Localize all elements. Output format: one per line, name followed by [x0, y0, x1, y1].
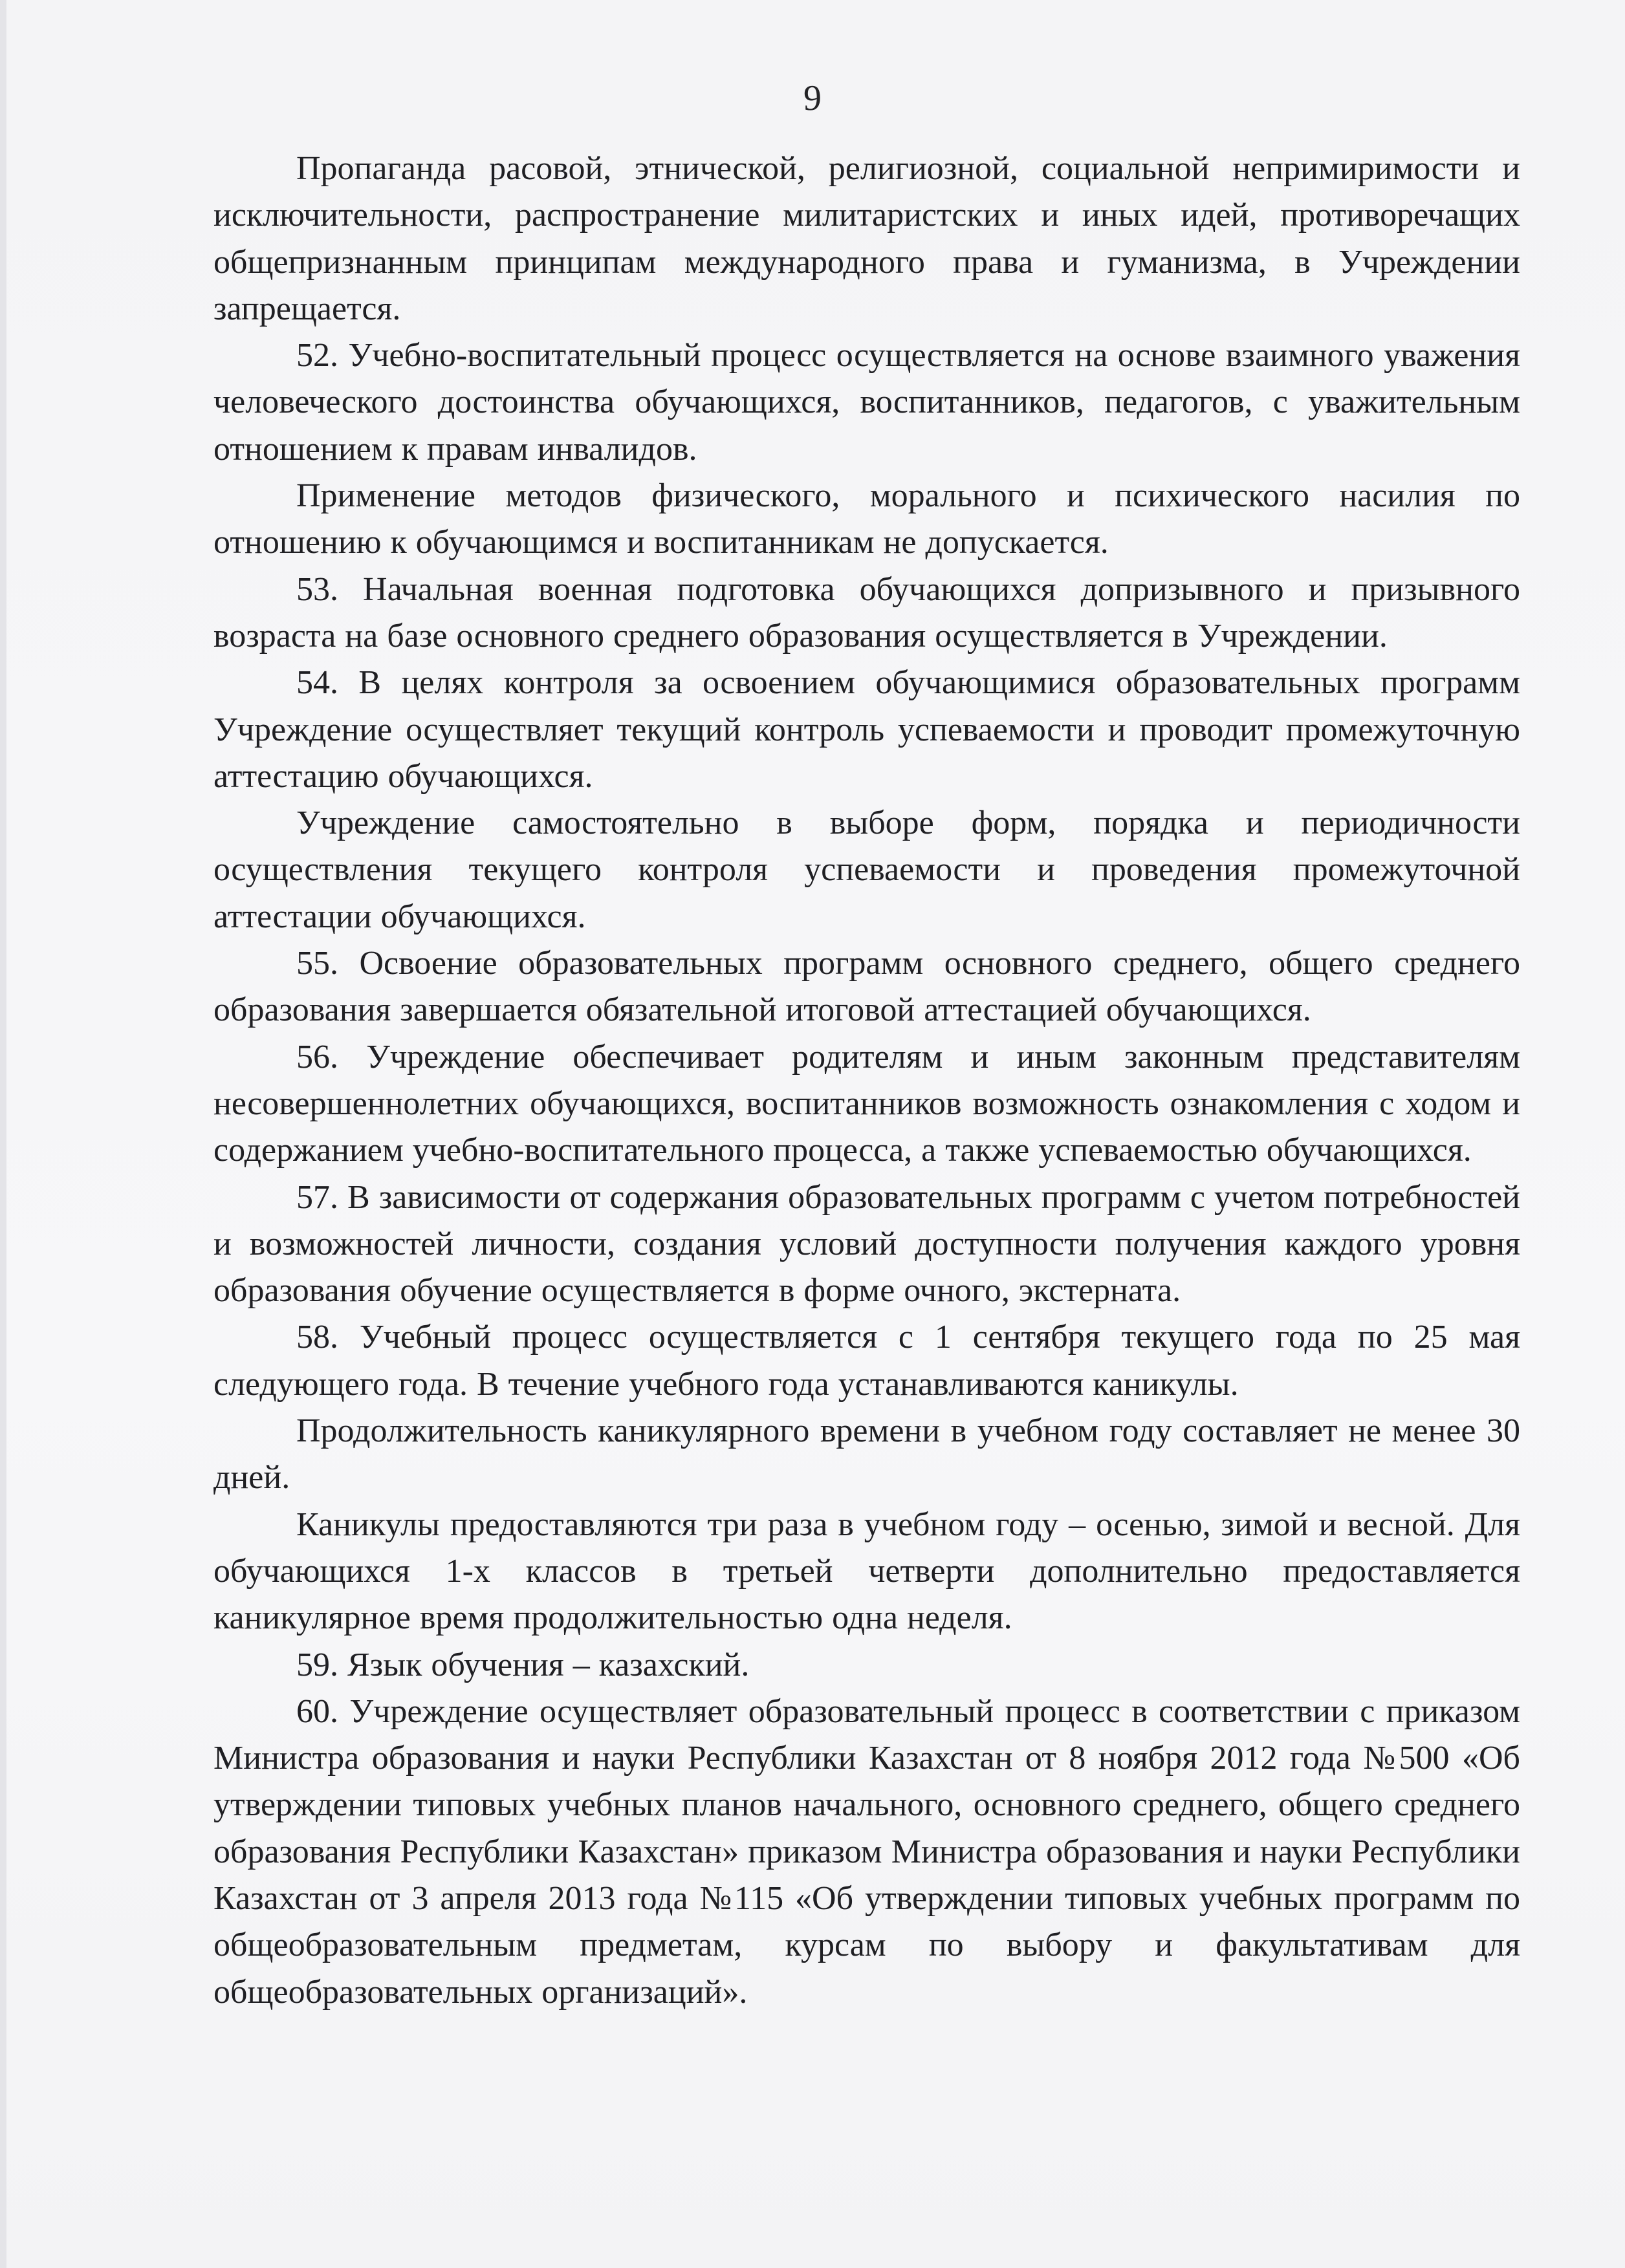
page-number: 9 [803, 78, 822, 118]
paragraph-57: 57. В зависимости от содержания образовательных программ с учетом потребностей и возможностей личности, создания условий доступности получения каждого уровня образования обучение осуществляется в форме очного, экстерната. [213, 1178, 1520, 1310]
paragraph-holiday-duration: Продолжительность каникулярного времени в учебном году составляет не менее 30 дней. [213, 1412, 1520, 1496]
paragraph-56: 56. Учреждение обеспечивает родителям и иным законным представителям несовершеннолетних обучающихся, воспитанников возможность ознакомления с ходом и содержанием учебно-воспитательного процесса, а также успеваемостью обучающихся. [213, 1038, 1520, 1169]
paragraph-55: 55. Освоение образовательных программ основного среднего, общего среднего образования завершается обязательной итоговой аттестацией обучающихся. [213, 945, 1520, 1029]
paragraph-propaganda: Пропаганда расовой, этнической, религиозной, социальной непримиримости и исключительности, распространение милитаристских и иных идей, противоречащих общепризнанным принципам международного права и гуманизма, в Учреждении запрещается. [213, 150, 1520, 327]
paragraph-60: 60. Учреждение осуществляет образовательный процесс в соответствии с приказом Министра образования и науки Республики Казахстан от 8 ноября 2012 года №500 «Об утверждении типовых учебных планов начального, основного среднего, общего среднего образования Республики Казахстан» приказом Министра образования и науки Республики Казахстан от 3 апреля 2013 года №115 «Об утверждении типовых учебных программ по общеобразовательным предметам, курсам по выбору и факультативам для общеобразовательных организаций». [213, 1692, 1520, 2011]
document-body [213, 146, 1520, 2016]
paragraph-58: 58. Учебный процесс осуществляется с 1 сентября текущего года по 25 мая следующего года. В течение учебного года устанавливаются каникулы. [213, 1319, 1520, 1403]
paragraph-violence: Применение методов физического, морального и психического насилия по отношению к обучающимся и воспитанникам не допускается. [213, 477, 1520, 561]
paragraph-59: 59. Язык обучения – казахский. [296, 1646, 750, 1683]
paragraph-52: 52. Учебно-воспитательный процесс осуществляется на основе взаимного уважения человеческого достоинства обучающихся, воспитанников, педагогов, с уважительным отношением к правам инвалидов. [213, 337, 1520, 468]
scan-edge-shadow [0, 0, 6, 2268]
paragraph-53: 53. Начальная военная подготовка обучающихся допризывного и призывного возраста на базе основного среднего образования осуществляется в Учреждении. [213, 570, 1520, 654]
paragraph-holiday-schedule: Каникулы предоставляются три раза в учебном году – осенью, зимой и весной. Для обучающихся 1-х классов в третьей четверти дополнительно предоставляется каникулярное время продолжительностью одна неделя. [213, 1506, 1520, 1637]
paragraph-54: 54. В целях контроля за освоением обучающимися образовательных программ Учреждение осуществляет текущий контроль успеваемости и проводит промежуточную аттестацию обучающихся. [213, 664, 1520, 795]
paragraph-assessment-forms: Учреждение самостоятельно в выборе форм, порядка и периодичности осуществления текущего контроля успеваемости и проведения промежуточной аттестации обучающихся. [213, 805, 1520, 935]
